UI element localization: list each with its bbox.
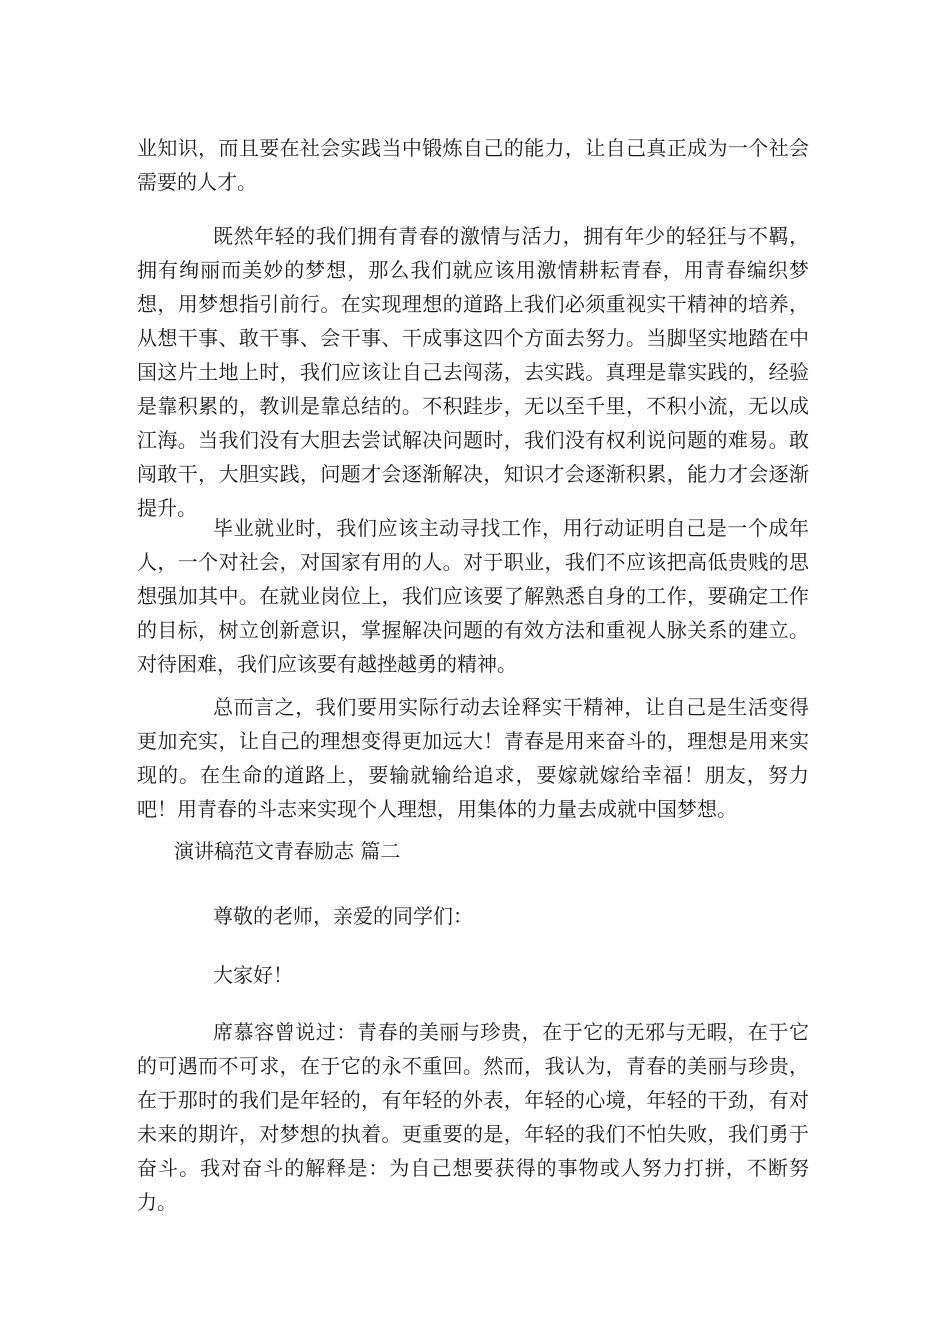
greeting: 大家好！	[213, 963, 293, 987]
paragraph-continuation: 业知识，而且要在社会实践当中锻炼自己的能力，让自己真正成为一个社会需要的人才。	[137, 136, 809, 194]
paragraph-conclusion: 总而言之，我们要用实际行动去诠释实干精神，让自己是生活变得更加充实，让自己的理想变得更加远大！青春是用来奋斗的，理想是用来实现的。在生命的道路上，要输就输给追求，要嫁就嫁给幸福！朋友，努力吧！用青春的斗志来实现个人理想，用集体的力量去成就中国梦想。	[137, 695, 809, 821]
paragraph-youth-dreams: 既然年轻的我们拥有青春的激情与活力，拥有年少的轻狂与不羁，拥有绚丽而美妙的梦想，那么我们就应该用激情耕耘青春，用青春编织梦想，用梦想指引前行。在实现理想的道路上我们必须重视实干精神的培养，从想干事、敢干事、会干事、干成事这四个方面去努力。当脚坚实地踏在中国这片土地上时，我们应该让自己去闯荡，去实践。真理是靠实践的，经验是靠积累的，教训是靠总结的。不积跬步，无以至千里，不积小流，无以成江海。当我们没有大胆去尝试解决问题时，我们没有权利说问题的难易。敢闯敢干，大胆实践，问题才会逐渐解决，知识才会逐渐积累，能力才会逐渐提升。	[137, 224, 809, 520]
salutation: 尊敬的老师，亲爱的同学们：	[213, 904, 473, 928]
section-heading: 演讲稿范文青春励志 篇二	[174, 839, 401, 863]
paragraph-xi-murong: 席慕容曾说过：青春的美丽与珍贵，在于它的无邪与无暇，在于它的可遇而不可求，在于它的永不重回。然而，我认为，青春的美丽与珍贵，在于那时的我们是年轻的，有年轻的外表，年轻的心境，年轻的干劲，有对未来的期许，对梦想的执着。更重要的是，年轻的我们不怕失败，我们勇于奋斗。我对奋斗的解释是：为自己想要获得的事物或人努力打拼，不断努力。	[137, 1020, 809, 1214]
paragraph-employment: 毕业就业时，我们应该主动寻找工作，用行动证明自己是一个成年人，一个对社会，对国家有用的人。对于职业，我们不应该把高低贵贱的思想强加其中。在就业岗位上，我们应该要了解熟悉自身的工作，要确定工作的目标，树立创新意识，掌握解决问题的有效方法和重视人脉关系的建立。对待困难，我们应该要有越挫越勇的精神。	[137, 516, 809, 676]
